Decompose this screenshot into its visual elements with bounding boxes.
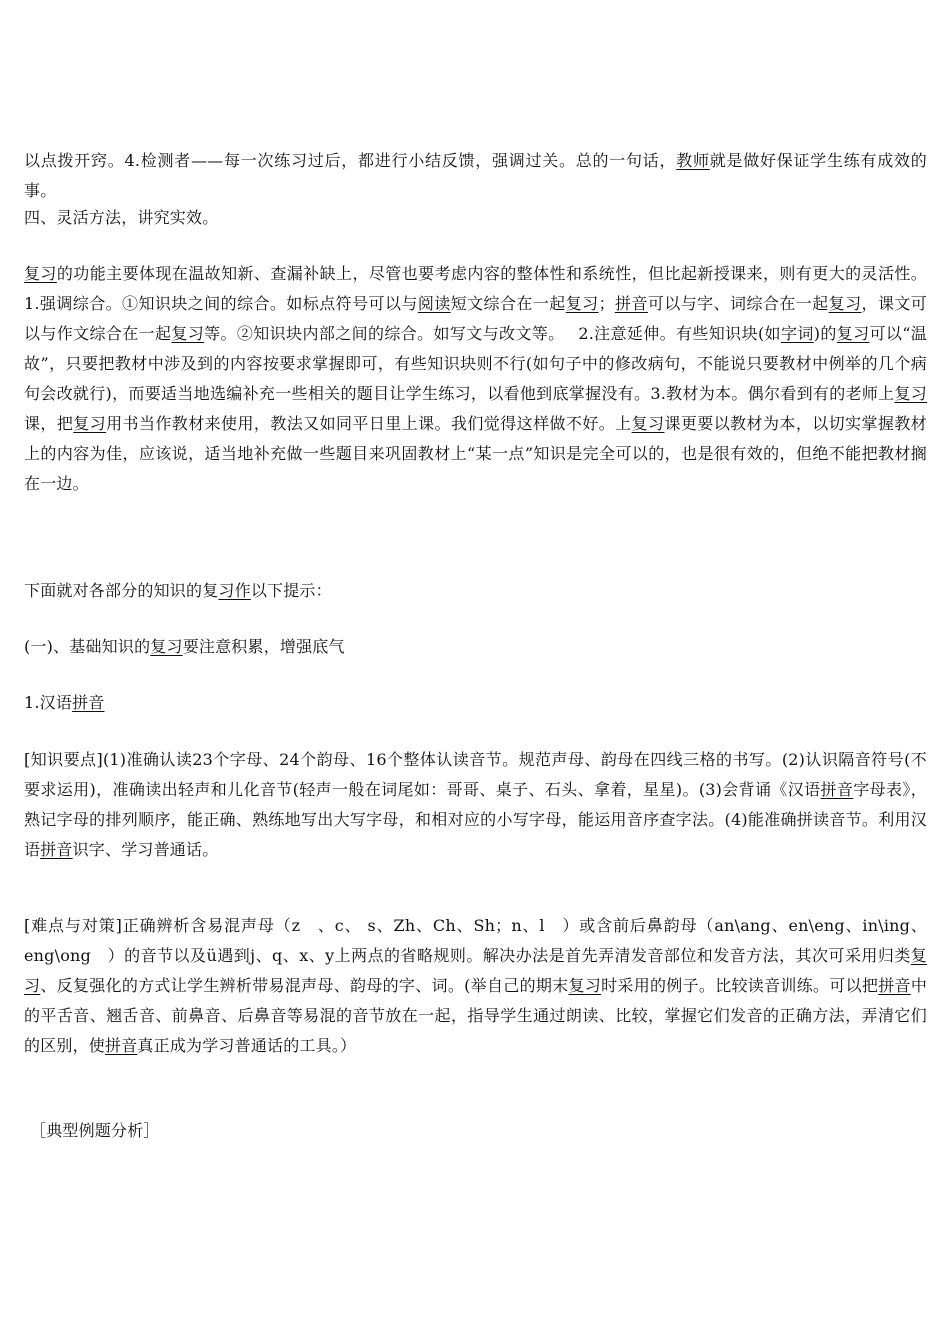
text-run: 、反复强化的方式让学生辨析带易混声母、韵母的字、词。(举自己的期末 xyxy=(40,976,569,995)
text-run: 四、灵活方法，讲究实效。 xyxy=(24,208,219,227)
text-run: (一)、基础知识的 xyxy=(24,637,151,656)
text-run: 可以与字、词综合在一起 xyxy=(647,294,829,313)
hyperlink[interactable]: 复习 xyxy=(568,976,602,995)
hyperlink[interactable]: 复习 xyxy=(836,324,870,343)
subsection-heading xyxy=(30,1116,933,1146)
text-run: 课，把 xyxy=(24,414,74,433)
hyperlink[interactable]: 复习 xyxy=(24,946,927,995)
hyperlink[interactable]: 复习 xyxy=(894,384,927,403)
text-run: 要注意积累，增强底气 xyxy=(182,637,345,656)
subsection-heading xyxy=(24,688,927,718)
hyperlink[interactable]: 复习 xyxy=(150,637,183,656)
hyperlink[interactable]: 复习 xyxy=(24,264,57,283)
text-run: 短文综合在一起 xyxy=(450,294,566,313)
text-run: 真正成为学习普通话的工具。） xyxy=(137,1036,357,1055)
text-run: 以下提示： xyxy=(250,581,332,600)
text-run: ； xyxy=(598,294,615,313)
text-run: 1.汉语 xyxy=(24,693,73,712)
hyperlink[interactable]: 复习 xyxy=(828,294,862,313)
text-run: 可以“温故”，只要把教材中涉及到的内容按要求掌握即可，有些知识块则不行(如句子中的修改病句，不能说只要教材中例举的几个病句会改就行)，而要适当地选编补充一些相关的题目让学生练习，以看他到底掌握没有。3.教材为本。偶尔看到有的老师上 xyxy=(24,324,927,403)
hyperlink[interactable]: 拼音 xyxy=(40,840,73,859)
text-run: 的功能主要体现在温故知新、查漏补缺上，尽管也要考虑内容的整体性和系统性，但比起新授课来，则有更大的灵活性。1.强调综合。①知识块之间的综合。如标点符号可以与 xyxy=(24,264,928,313)
hyperlink[interactable]: 复习 xyxy=(631,414,665,433)
text-run: 时采用的例子。比较读音训练。可以把 xyxy=(601,976,879,995)
text-run: [知识要点](1)准确认读23个字母、24个韵母、16个整体认读音节。规范声母、韵母在四线三格的书写。(2)认识隔音符号(不要求运用)，准确读出轻声和儿化音节(轻声一般在词尾如：哥哥、桌子、石头、拿着，星星)。(3)会背诵《汉语 xyxy=(24,750,927,799)
hyperlink[interactable]: 拼音 xyxy=(878,976,911,995)
hyperlink[interactable]: 拼音 xyxy=(105,1036,138,1055)
hyperlink[interactable]: 拼音 xyxy=(820,780,854,799)
hyperlink[interactable]: 复习 xyxy=(565,294,599,313)
paragraph xyxy=(24,259,927,499)
paragraph xyxy=(24,576,927,606)
text-run: 等。②知识块内部之间的综合。如写文与改文等。 2.注意延伸。有些知识块(如 xyxy=(204,324,781,343)
paragraph xyxy=(24,745,927,865)
text-run: [难点与对策]正确辨析含易混声母（z 、c、 s、Zh、Ch、Sh；n、l ）或含前后鼻韵母（an\ang、en\eng、in\ing、eng\ong ）的音节以及ü遇到j、q、x、y上两点的省略规则。解决办法是首先弄清发音部位和发音方法，其次可采用归类 xyxy=(24,916,927,965)
text-run: 课更要以教材为本，以切实掌握教材上的内容为佳，应该说，适当地补充做一些题目来巩固教材上“某一点”知识是完全可以的，也是很有效的，但绝不能把教材搁在一边。 xyxy=(24,414,927,493)
text-run: 字母表》，熟记字母的排列顺序，能正确、熟练地写出大写字母，和相对应的小写字母，能运用音序查字法。(4)能准确拼读音节。利用汉语 xyxy=(24,780,927,859)
text-run: 下面就对各部分的知识的复 xyxy=(24,581,219,600)
text-run: 以点拨开窍。4.检测者——每一次练习过后，都进行小结反馈，强调过关。总的一句话， xyxy=(24,151,677,170)
text-run: 识字、学习普通话。 xyxy=(72,840,219,859)
text-run: )的 xyxy=(813,324,837,343)
paragraph xyxy=(24,911,927,1061)
paragraph xyxy=(24,146,927,206)
hyperlink[interactable]: 拼音 xyxy=(72,693,105,712)
section-heading xyxy=(24,203,927,233)
text-run: 用书当作教材来使用，教法又如同平日里上课。我们觉得这样做不好。上 xyxy=(106,414,632,433)
hyperlink[interactable]: 拼音 xyxy=(614,294,648,313)
text-run: ［典型例题分析］ xyxy=(30,1121,160,1140)
hyperlink[interactable]: 阅读 xyxy=(417,294,451,313)
text-run: ，课文可以与作文综合在一起 xyxy=(24,294,928,343)
text-run: 就是做好保证学生练有成效的事。 xyxy=(24,151,927,200)
hyperlink[interactable]: 字词 xyxy=(780,324,814,343)
section-heading xyxy=(24,632,927,662)
hyperlink[interactable]: 教师 xyxy=(676,151,710,170)
hyperlink[interactable]: 复习 xyxy=(73,414,107,433)
hyperlink[interactable]: 习作 xyxy=(218,581,251,600)
hyperlink[interactable]: 复习 xyxy=(171,324,205,343)
text-run: 中的平舌音、翘舌音、前鼻音、后鼻音等易混的音节放在一起，指导学生通过朗读、比较，掌握它们发音的正确方法，弄清它们的区别，使 xyxy=(24,976,928,1055)
